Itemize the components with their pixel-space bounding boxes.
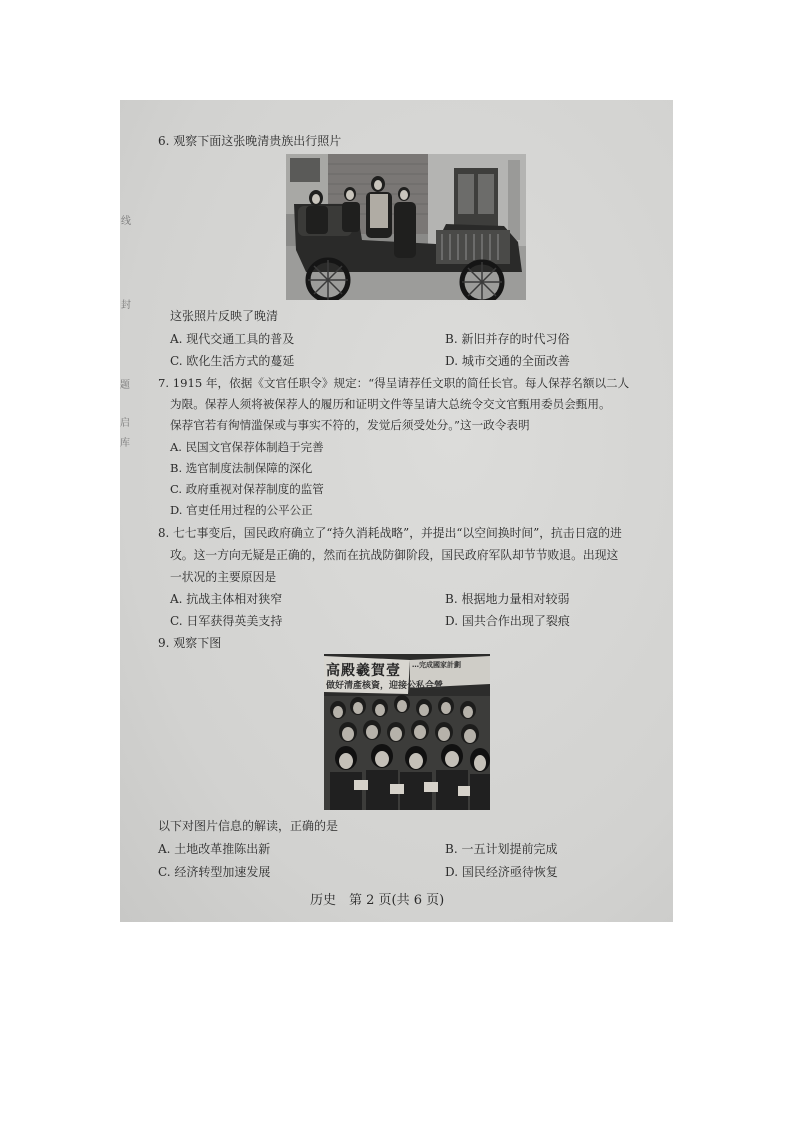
q6-photo-car (286, 154, 526, 300)
exam-page (120, 100, 673, 922)
q8-stem-line1: 8. 七七事变后，国民政府确立了“持久消耗战略”，并提出“以空间换时间”，抗击日寇的进 (158, 526, 622, 540)
q6-question-text: 这张照片反映了晚清 (170, 309, 279, 323)
q8-stem-line2: 攻。这一方向无疑是正确的，然而在抗战防御阶段，国民政府军队却节节败退。出现这 (170, 548, 619, 562)
margin-mark: 线 (121, 216, 131, 227)
page-footer: 历史 第 2 页(共 6 页) (310, 893, 445, 908)
q9-photo-crowd (324, 654, 490, 810)
q8-option-d: D. 国共合作出现了裂痕 (445, 614, 570, 628)
q9-option-b: B. 一五计划提前完成 (445, 842, 558, 856)
margin-mark: 启 (120, 418, 130, 429)
q9-option-a: A. 土地改革推陈出新 (158, 842, 271, 856)
q9-option-d: D. 国民经济亟待恢复 (445, 865, 558, 879)
q7-option-c: C. 政府重视对保荐制度的监管 (170, 482, 324, 496)
q8-option-a: A. 抗战主体相对狭窄 (170, 592, 283, 606)
q7-option-a: A. 民国文官保荐体制趋于完善 (170, 440, 324, 454)
q8-option-c: C. 日军获得英美支持 (170, 614, 283, 628)
q6-option-d: D. 城市交通的全面改善 (445, 354, 570, 368)
q8-stem-line3: 一状况的主要原因是 (170, 570, 277, 584)
q6-stem: 6. 观察下面这张晚清贵族出行照片 (158, 134, 342, 148)
margin-mark: 库 (120, 438, 130, 449)
q9-question-text: 以下对图片信息的解读，正确的是 (158, 819, 339, 833)
banner-text-right2: 做好清產核資，迎接公私合營 (326, 681, 444, 691)
q8-option-b: B. 根据地力量相对较弱 (445, 592, 570, 606)
q6-option-b: B. 新旧并存的时代习俗 (445, 332, 570, 346)
q9-option-c: C. 经济转型加速发展 (158, 865, 271, 879)
q7-option-d: D. 官吏任用过程的公平公正 (170, 503, 313, 517)
q9-stem: 9. 观察下图 (158, 636, 222, 650)
q7-stem-line1: 7. 1915 年，依据《文官任职令》规定：“得呈请荐任文职的简任长官。每人保荐名额以二人 (158, 376, 630, 390)
banner-text-left: 高殿羲賀壹 (326, 663, 401, 679)
margin-mark: 题 (120, 380, 130, 391)
q7-stem-line2: 为限。保荐人须将被保荐人的履历和证明文件等呈请大总统令交文官甄用委员会甄用。 (170, 397, 611, 411)
margin-mark: 封 (121, 300, 131, 311)
q7-stem-line3: 保荐官若有徇情滥保或与事实不符的，发觉后须受处分。”这一政令表明 (170, 418, 530, 432)
q6-option-a: A. 现代交通工具的普及 (170, 332, 295, 346)
banner-text-right1: …完成國家計劃 (412, 661, 461, 669)
q6-option-c: C. 欧化生活方式的蔓延 (170, 354, 295, 368)
q7-option-b: B. 选官制度法制保障的深化 (170, 461, 313, 475)
